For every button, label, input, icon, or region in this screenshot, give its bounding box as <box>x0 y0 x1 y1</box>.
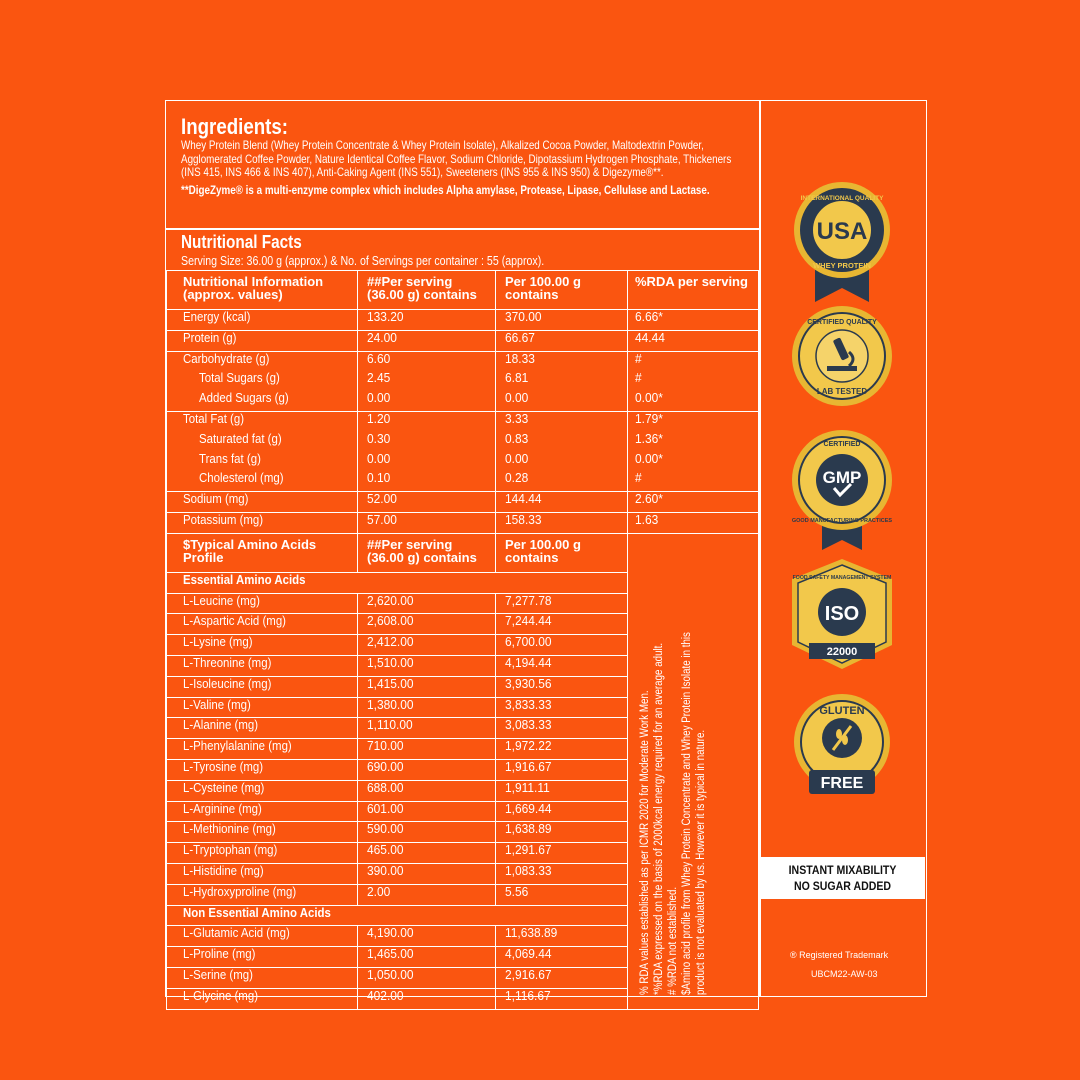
footnote: product is not evaluated by us. However it is typical in nature. <box>695 729 707 995</box>
per-100g-value <box>496 432 628 452</box>
cell-text: Total Fat (g) <box>183 410 245 426</box>
cell-text: L-Threonine (mg) <box>183 654 272 670</box>
cell-text: 0.83 <box>505 430 529 446</box>
cell-text: 0.00 <box>367 390 391 406</box>
amino-name <box>167 822 358 843</box>
wheat-icon <box>836 729 842 739</box>
ingredients-divider <box>166 228 759 230</box>
cell-text: L-Isoleucine (mg) <box>183 675 272 691</box>
footnote: *%RDA expressed on the basis of 2000kcal energy required for an average adult. <box>653 642 665 995</box>
header-text: contains <box>505 287 559 302</box>
cell-text: 4,069.44 <box>505 946 552 962</box>
table-row <box>167 432 759 452</box>
cell-text: 4,194.44 <box>505 654 552 670</box>
rda-value <box>628 391 759 411</box>
table-row <box>167 512 759 533</box>
cell-text: 2,620.00 <box>367 592 414 608</box>
header-cell <box>358 271 496 310</box>
cell-text: 1.20 <box>367 410 391 426</box>
cell-text: 6.66* <box>635 309 663 324</box>
cell-text: 133.20 <box>367 309 404 324</box>
cell-text: 1.79* <box>635 410 663 426</box>
per-serving-value <box>358 330 496 351</box>
per-100g-value <box>496 697 628 718</box>
serving-size: Serving Size: 36.00 g (approx.) & No. of Servings per container : 55 (approx). <box>181 254 545 268</box>
per-serving-value <box>358 635 496 656</box>
per-100g-value <box>496 452 628 472</box>
cell-text: 370.00 <box>505 309 542 324</box>
table-row <box>167 310 759 331</box>
amino-name <box>167 697 358 718</box>
per-serving-value <box>358 310 496 331</box>
cell-text: 402.00 <box>367 987 404 1003</box>
per-serving-value <box>358 432 496 452</box>
rda-value <box>628 411 759 431</box>
cell-text: L-Valine (mg) <box>183 696 251 712</box>
nutrient-name <box>167 432 358 452</box>
cell-text: # <box>635 470 642 486</box>
per-100g-value <box>496 988 628 1009</box>
amino-name <box>167 759 358 780</box>
per-serving-value <box>358 614 496 635</box>
cell-text: 688.00 <box>367 779 404 795</box>
per-100g-value <box>496 718 628 739</box>
cell-text: 52.00 <box>367 491 397 507</box>
rda-value <box>628 371 759 391</box>
header-cell <box>167 533 358 572</box>
table-row <box>167 411 759 431</box>
per-100g-value <box>496 843 628 864</box>
amino-name <box>167 926 358 947</box>
amino-name <box>167 593 358 614</box>
per-serving-value <box>358 822 496 843</box>
cell-text: Saturated fat (g) <box>199 430 282 446</box>
amino-name <box>167 988 358 1009</box>
cell-text: 2.60* <box>635 491 663 507</box>
cell-text: 3.33 <box>505 410 529 426</box>
cell-text: 3,833.33 <box>505 696 552 712</box>
amino-name <box>167 967 358 988</box>
header-cell <box>167 271 358 310</box>
badge-bottom-text: GOOD MANUFACTURING PRACTICES <box>791 518 893 524</box>
cell-text: 1,510.00 <box>367 654 414 670</box>
registered-trademark: ® Registered Trademark <box>790 950 889 960</box>
nutrient-name <box>167 351 358 371</box>
cell-text: Total Sugars (g) <box>199 370 280 386</box>
cell-text: 0.10 <box>367 470 391 486</box>
amino-name <box>167 801 358 822</box>
badge-top-text: INTERNATIONAL QUALITY <box>800 195 884 202</box>
per-100g-value <box>496 926 628 947</box>
section-title <box>167 905 628 926</box>
nutrient-name <box>167 512 358 533</box>
cell-text: L-Lysine (mg) <box>183 634 253 650</box>
product-code: UBCM22-AW-03 <box>811 969 878 979</box>
amino-name <box>167 635 358 656</box>
nutrient-name <box>167 471 358 491</box>
per-serving-value <box>358 863 496 884</box>
footnote: # %RDA not established. <box>667 886 679 995</box>
table-row <box>167 471 759 491</box>
cell-text: 390.00 <box>367 862 404 878</box>
per-serving-value <box>358 391 496 411</box>
section-title-text: Essential Amino Acids <box>183 571 306 587</box>
cell-text: L-Serine (mg) <box>183 966 253 982</box>
per-serving-value <box>358 718 496 739</box>
cell-text: Protein (g) <box>183 329 237 345</box>
cell-text: # <box>635 370 642 386</box>
per-100g-value <box>496 759 628 780</box>
nutrient-name <box>167 330 358 351</box>
section-title <box>167 572 628 593</box>
cell-text: 710.00 <box>367 738 404 754</box>
cell-text: 0.00 <box>505 390 529 406</box>
nutrient-name <box>167 371 358 391</box>
per-serving-value <box>358 739 496 760</box>
cell-text: 601.00 <box>367 800 404 816</box>
gmp-badge <box>787 428 897 553</box>
footnote: % RDA values established as per ICMR 2020 for Moderate Work Men. <box>639 690 651 995</box>
cell-text: 11,638.89 <box>505 925 558 941</box>
cell-text: L-Glutamic Acid (mg) <box>183 925 290 941</box>
table-row <box>167 330 759 351</box>
cell-text: 1.63 <box>635 511 659 527</box>
per-100g-value <box>496 801 628 822</box>
header-text: Profile <box>183 549 224 565</box>
nutrient-name <box>167 492 358 513</box>
cell-text: 1,465.00 <box>367 946 414 962</box>
header-text: contains <box>505 549 559 565</box>
cell-text: 0.00 <box>505 450 529 466</box>
header-text: Per 100.00 g <box>505 536 581 552</box>
per-serving-value <box>358 371 496 391</box>
gmp-text: GMP <box>822 468 862 487</box>
cell-text: Cholesterol (mg) <box>199 470 284 486</box>
cell-text: Carbohydrate (g) <box>183 350 270 366</box>
rda-value <box>628 330 759 351</box>
per-100g-value <box>496 676 628 697</box>
per-serving-value <box>358 759 496 780</box>
cell-text: 0.00* <box>635 390 663 406</box>
per-100g-value <box>496 947 628 968</box>
cell-text: 2.45 <box>367 370 391 386</box>
per-serving-value <box>358 411 496 431</box>
cell-text: 3,083.33 <box>505 717 552 733</box>
per-100g-value <box>496 884 628 905</box>
cell-text: 57.00 <box>367 511 397 527</box>
table-row <box>167 371 759 391</box>
badge-top-text: CERTIFIED QUALITY <box>807 319 877 326</box>
cell-text: Sodium (mg) <box>183 491 249 507</box>
cell-text: 590.00 <box>367 821 404 837</box>
rda-value <box>628 471 759 491</box>
rda-value <box>628 310 759 331</box>
amino-name <box>167 884 358 905</box>
per-serving-value <box>358 967 496 988</box>
cell-text: L-Glycine (mg) <box>183 987 259 1003</box>
cell-text: 2,608.00 <box>367 613 414 629</box>
badge-bottom-text: WHEY PROTEIN <box>813 261 871 270</box>
cell-text: 1,380.00 <box>367 696 414 712</box>
ingredients-text: Whey Protein Blend (Whey Protein Concentrate & Whey Protein Isolate), Alkalized Cocoa Powder, Maltodextrin Powder, Agglomerated Coffee Powder, Nature Identical Coffee Flavor, Sodium Chloride, Dipotassium Hydrogen Phosphate, Thickeners (INS 415, INS 466 & INS 407), Anti-Caking Agent (INS 551), Sweeteners (INS 955 & INS 950) & Digezyme®**. <box>181 138 732 179</box>
per-100g-value <box>496 780 628 801</box>
cell-text: 465.00 <box>367 842 404 858</box>
cell-text: 1,083.33 <box>505 862 552 878</box>
cell-text: L-Proline (mg) <box>183 946 256 962</box>
badge-top-text: GLUTEN <box>819 705 865 717</box>
lab-tested-badge <box>787 304 897 414</box>
header-text: Nutritional Information <box>183 274 324 289</box>
per-serving-value <box>358 780 496 801</box>
cell-text: 24.00 <box>367 329 397 345</box>
amino-name <box>167 718 358 739</box>
amino-name <box>167 655 358 676</box>
cell-text: 44.44 <box>635 329 665 345</box>
rda-value <box>628 432 759 452</box>
header-text: ##Per serving <box>367 274 453 289</box>
table-row <box>167 391 759 411</box>
cell-text: 1,972.22 <box>505 738 552 754</box>
usa-whey-protein-badge <box>787 180 897 305</box>
amino-name <box>167 947 358 968</box>
header-text: %RDA per serving <box>635 274 748 289</box>
header-text: (36.00 g) contains <box>367 287 477 302</box>
amino-name <box>167 843 358 864</box>
nutrition-title: Nutritional Facts <box>181 232 302 252</box>
cell-text: 7,277.78 <box>505 592 552 608</box>
cell-text: 5.56 <box>505 883 529 899</box>
per-100g-value <box>496 739 628 760</box>
per-serving-value <box>358 947 496 968</box>
cell-text: 690.00 <box>367 758 404 774</box>
badge-top-text: CERTIFIED <box>823 441 861 448</box>
cell-text: L-Leucine (mg) <box>183 592 260 608</box>
cell-text: 1,911.11 <box>505 779 550 795</box>
cell-text: Trans fat (g) <box>199 450 261 466</box>
per-serving-value <box>358 676 496 697</box>
cell-text: 1,116.67 <box>505 987 551 1003</box>
per-100g-value <box>496 655 628 676</box>
nutrient-name <box>167 391 358 411</box>
cell-text: 1,916.67 <box>505 758 552 774</box>
rda-value <box>628 452 759 472</box>
cell-text: 158.33 <box>505 511 542 527</box>
amino-name <box>167 863 358 884</box>
cell-text: # <box>635 350 642 366</box>
cell-text: 6,700.00 <box>505 634 552 650</box>
cell-text: 1,638.89 <box>505 821 552 837</box>
cell-text: 0.00 <box>367 450 391 466</box>
cell-text: L-Phenylalanine (mg) <box>183 738 292 754</box>
per-serving-value <box>358 884 496 905</box>
per-100g-value <box>496 593 628 614</box>
ingredients-title: Ingredients: <box>181 114 289 139</box>
per-serving-value <box>358 512 496 533</box>
claim-no-sugar: NO SUGAR ADDED <box>793 879 891 893</box>
badge-bottom-text: LAB TESTED <box>816 387 868 396</box>
digezyme-note: **DigeZyme® is a multi-enzyme complex which includes Alpha amylase, Protease, Lipase, Cellulase and Lactase. <box>181 183 710 197</box>
footnotes <box>638 595 708 995</box>
per-100g-value <box>496 635 628 656</box>
per-100g-value <box>496 351 628 371</box>
badge-bottom-text: FREE <box>820 775 864 792</box>
per-100g-value <box>496 391 628 411</box>
cell-text: 1,669.44 <box>505 800 552 816</box>
cell-text: 1,050.00 <box>367 966 414 982</box>
per-100g-value <box>496 512 628 533</box>
section-title-text: Non Essential Amino Acids <box>183 904 331 920</box>
table-row <box>167 492 759 513</box>
per-serving-value <box>358 492 496 513</box>
amino-name <box>167 780 358 801</box>
per-serving-value <box>358 655 496 676</box>
header-text: $Typical Amino Acids <box>183 536 317 552</box>
rda-value <box>628 492 759 513</box>
cell-text: 144.44 <box>505 491 542 507</box>
cell-text: 6.81 <box>505 370 529 386</box>
per-100g-value <box>496 822 628 843</box>
header-text: (36.00 g) contains <box>367 549 477 565</box>
per-100g-value <box>496 310 628 331</box>
per-serving-value <box>358 351 496 371</box>
cell-text: L-Aspartic Acid (mg) <box>183 613 287 629</box>
cell-text: 0.00* <box>635 450 663 466</box>
claims-box <box>760 857 925 899</box>
cell-text: 1,415.00 <box>367 675 414 691</box>
per-100g-value <box>496 411 628 431</box>
per-100g-value <box>496 614 628 635</box>
cell-text: L-Hydroxyproline (mg) <box>183 883 297 899</box>
table-header-row <box>167 271 759 310</box>
per-serving-value <box>358 452 496 472</box>
gluten-free-badge <box>787 690 897 805</box>
per-serving-value <box>358 697 496 718</box>
amino-name <box>167 676 358 697</box>
nutrient-name <box>167 310 358 331</box>
nutrient-name <box>167 452 358 472</box>
header-text: ##Per serving <box>367 536 453 552</box>
amino-name <box>167 739 358 760</box>
per-100g-value <box>496 471 628 491</box>
iso-text: ISO <box>824 603 860 625</box>
amino-header-row <box>167 533 759 572</box>
cell-text: L-Tryptophan (mg) <box>183 842 278 858</box>
per-serving-value <box>358 593 496 614</box>
cell-text: Energy (kcal) <box>183 309 251 324</box>
cell-text: 0.28 <box>505 470 529 486</box>
cell-text: 6.60 <box>367 350 391 366</box>
cell-text: 2,916.67 <box>505 966 552 982</box>
per-serving-value <box>358 988 496 1009</box>
cell-text: 4,190.00 <box>367 925 414 941</box>
per-serving-value <box>358 471 496 491</box>
header-cell <box>628 271 759 310</box>
cell-text: 7,244.44 <box>505 613 552 629</box>
cell-text: L-Tyrosine (mg) <box>183 758 264 774</box>
per-100g-value <box>496 863 628 884</box>
cell-text: 1,291.67 <box>505 842 552 858</box>
per-serving-value <box>358 801 496 822</box>
per-100g-value <box>496 371 628 391</box>
badge-bottom-text: 22000 <box>826 646 858 658</box>
nutrient-name <box>167 411 358 431</box>
rda-value <box>628 512 759 533</box>
per-serving-value <box>358 843 496 864</box>
cell-text: Potassium (mg) <box>183 511 264 527</box>
cell-text: Added Sugars (g) <box>199 390 289 406</box>
cell-text: L-Arginine (mg) <box>183 800 262 816</box>
cell-text: L-Methionine (mg) <box>183 821 276 837</box>
cell-text: L-Alanine (mg) <box>183 717 259 733</box>
table-row <box>167 452 759 472</box>
rda-value <box>628 351 759 371</box>
cell-text: 1.36* <box>635 430 663 446</box>
header-cell <box>358 533 496 572</box>
per-100g-value <box>496 492 628 513</box>
cell-text: L-Histidine (mg) <box>183 862 264 878</box>
cell-text: 2.00 <box>367 883 391 899</box>
per-100g-value <box>496 967 628 988</box>
header-text: (approx. values) <box>183 287 283 302</box>
header-text: Per 100.00 g <box>505 274 581 289</box>
claim-instant-mixability: INSTANT MIXABILITY <box>788 863 897 877</box>
cell-text: 66.67 <box>505 329 535 345</box>
cell-text: 3,930.56 <box>505 675 552 691</box>
footnote: $Amino acid profile from Whey Protein Concentrate and Whey Protein Isolate in this <box>681 632 693 995</box>
per-serving-value <box>358 926 496 947</box>
per-100g-value <box>496 330 628 351</box>
table-row <box>167 351 759 371</box>
usa-text: USA <box>816 218 868 245</box>
cell-text: 1,110.00 <box>367 717 413 733</box>
cell-text: 18.33 <box>505 350 535 366</box>
amino-name <box>167 614 358 635</box>
cell-text: L-Cysteine (mg) <box>183 779 265 795</box>
cell-text: 2,412.00 <box>367 634 414 650</box>
badge-top-text: FOOD SAFETY MANAGEMENT SYSTEM <box>792 575 892 581</box>
iso-22000-badge <box>787 557 897 672</box>
header-cell <box>496 533 628 572</box>
header-cell <box>496 271 628 310</box>
cell-text: 0.30 <box>367 430 391 446</box>
